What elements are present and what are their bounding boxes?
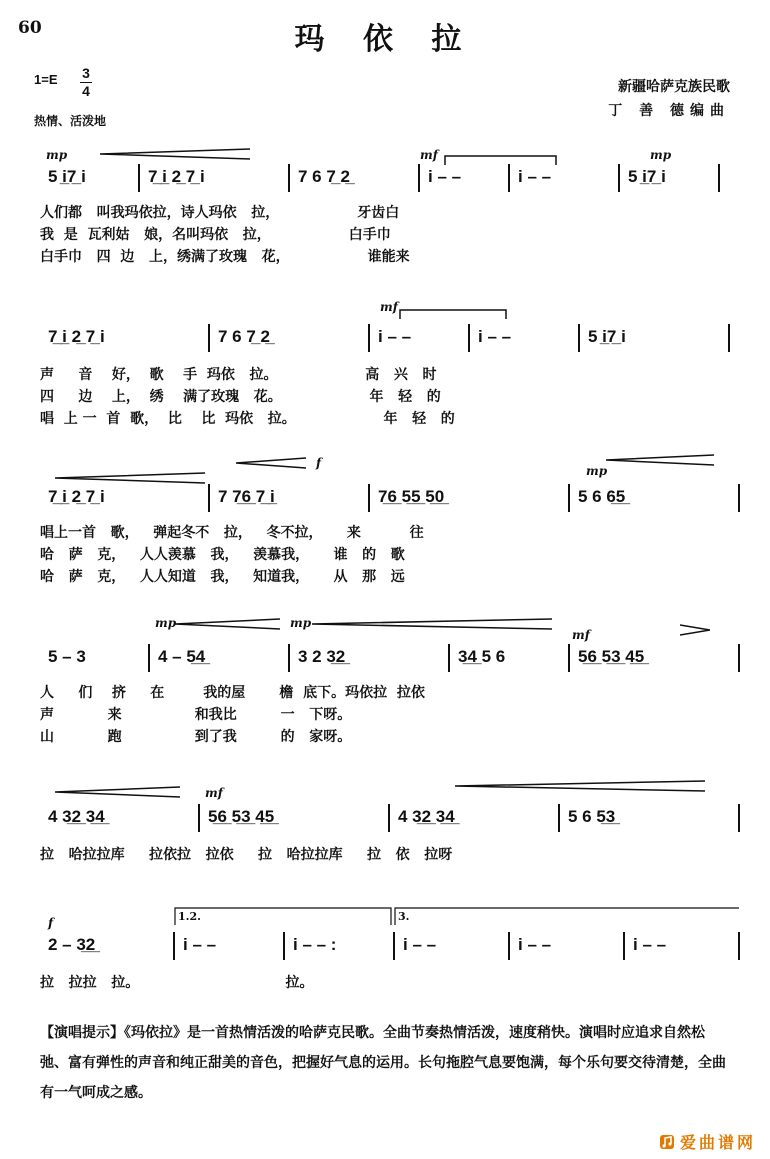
notation-row bbox=[40, 802, 740, 832]
lyric-verse-2: 四 边 上， 绣 满了玫瑰 花。 年 轻 的 bbox=[40, 389, 441, 405]
lyric-verse-3: 白手巾 四 边 上，绣满了玫瑰 花， 谁能来 bbox=[40, 249, 410, 265]
lyric-verse-1: 拉 哈拉拉库 拉依拉 拉依 拉 哈拉拉库 拉 依 拉呀 bbox=[40, 847, 453, 863]
crescendo-hairpin bbox=[175, 618, 280, 630]
volta-1-label: 1.2. bbox=[178, 910, 201, 923]
lyric-verse-2: 声 来 和我比 一 下呀。 bbox=[40, 707, 352, 723]
measure: i – – : bbox=[285, 930, 395, 960]
notation-row bbox=[40, 930, 740, 960]
performance-tip-text: 《玛依拉》是一首热情活泼的哈萨克民歌。全曲节奏热情活泼，速度稍快。演唱时应追求自然松弛、富有弹性的声音和纯正甜美的音色，把握好气息的运用。长句拖腔气息要饱满，每个乐句要交待清楚，全曲有一气呵成之感。 bbox=[40, 1025, 726, 1101]
accent-mark bbox=[680, 624, 710, 636]
dynamic-mark: mf bbox=[572, 628, 590, 642]
notation-row bbox=[40, 482, 740, 512]
measure: 7̲6̲ 5̲5̲ 5̲0̲ bbox=[370, 482, 570, 512]
measure: 7 6 7̲ 2̲ bbox=[210, 322, 370, 352]
lyric-verse-1: 人 们 挤 在 我的屋 檐 底下。玛依拉 拉依 bbox=[40, 685, 425, 701]
lyric-line bbox=[40, 224, 740, 244]
lyric-verse-1: 拉 拉拉 拉。 拉。 bbox=[40, 975, 314, 991]
key-signature: 1=E bbox=[34, 72, 58, 87]
lyric-verse-1: 唱上一首 歌， 弹起冬不 拉， 冬不拉， 来 往 bbox=[40, 525, 424, 541]
measure: i – – bbox=[510, 930, 625, 960]
dynamic-mark: mp bbox=[290, 616, 312, 630]
dynamic-mark: mp bbox=[46, 148, 68, 162]
lyric-line bbox=[40, 246, 740, 266]
measure: i – – bbox=[175, 930, 285, 960]
volta-bracket-2 bbox=[394, 906, 740, 926]
lyric-verse-1: 人们都 叫我玛依拉，诗人玛依 拉， 牙齿白 bbox=[40, 205, 400, 221]
notation-row bbox=[40, 322, 740, 352]
measure: 4 3̲2̲ 3̲4̲ bbox=[40, 802, 200, 832]
lyric-line bbox=[40, 844, 740, 864]
measure: 7̲ i̲ 2̲ 7̲ i bbox=[140, 162, 290, 192]
measure: 5 i̲7̲ i bbox=[580, 322, 730, 352]
measure: 5 i̲7̲ i bbox=[40, 162, 140, 192]
measure: i – – bbox=[370, 322, 470, 352]
crescendo-hairpin bbox=[455, 780, 705, 792]
lyric-line bbox=[40, 566, 740, 586]
watermark-text: 爱曲谱网 bbox=[679, 1135, 756, 1152]
measure: 7̲ i̲ 2̲ 7̲ i bbox=[40, 482, 210, 512]
lyric-line bbox=[40, 704, 740, 724]
lyric-line bbox=[40, 202, 740, 222]
arranger: 丁 善 德编曲 bbox=[608, 103, 730, 119]
crescendo-hairpin bbox=[606, 454, 714, 466]
phrase-slur bbox=[398, 306, 508, 320]
notation-row bbox=[40, 162, 740, 192]
notation-row bbox=[40, 642, 740, 672]
crescendo-hairpin bbox=[55, 786, 180, 798]
measure: 7 7̲6̲ 7̲ i̲ bbox=[210, 482, 370, 512]
lyric-line bbox=[40, 726, 740, 746]
dynamic-mark: mf bbox=[205, 786, 223, 800]
lyric-line bbox=[40, 408, 740, 428]
measure: 7̲ i̲ 2̲ 7̲ i bbox=[40, 322, 210, 352]
measure: i – – bbox=[470, 322, 580, 352]
dynamic-mark: mp bbox=[586, 464, 608, 478]
lyric-line bbox=[40, 386, 740, 406]
measure: 3 2 3̲2̲ bbox=[290, 642, 450, 672]
volta-bracket-1 bbox=[174, 906, 392, 926]
measure: 5 6 5̲3̲ bbox=[560, 802, 740, 832]
score-system-3 bbox=[0, 452, 770, 612]
lyric-line bbox=[40, 544, 740, 564]
measure: 4 – 5̲4̲ bbox=[150, 642, 290, 672]
time-signature bbox=[80, 66, 92, 99]
performance-tip bbox=[40, 1018, 730, 1108]
watermark-logo bbox=[658, 1130, 756, 1153]
score-system-1 bbox=[0, 140, 770, 300]
lyric-verse-3: 唱 上 一 首 歌， 比 比 玛依 拉。 年 轻 的 bbox=[40, 411, 455, 427]
lyric-verse-3: 山 跑 到了我 的 家呀。 bbox=[40, 729, 352, 745]
lyric-line bbox=[40, 364, 740, 384]
measure: 5 i̲7̲ i bbox=[620, 162, 720, 192]
lyric-verse-2: 哈 萨 克， 人人羡慕 我， 羡慕我， 谁 的 歌 bbox=[40, 547, 405, 563]
page-number: 60 bbox=[18, 18, 42, 38]
measure: 5̲6̲ 5̲3̲ 4̲5̲ bbox=[200, 802, 390, 832]
measure: i – – bbox=[395, 930, 510, 960]
lyric-verse-1: 声 音 好， 歌 手 玛依 拉。 高 兴 时 bbox=[40, 367, 437, 383]
measure: i – – bbox=[510, 162, 620, 192]
measure: 2 – 3̲2̲ bbox=[40, 930, 175, 960]
lyric-line bbox=[40, 682, 740, 702]
measure: i – – bbox=[420, 162, 510, 192]
volta-2-label: 3. bbox=[398, 910, 410, 923]
crescendo-hairpin bbox=[236, 457, 306, 469]
lyric-verse-3: 哈 萨 克， 人人知道 我， 知道我， 从 那 远 bbox=[40, 569, 405, 585]
score-system-4 bbox=[0, 612, 770, 772]
measure: 5 – 3 bbox=[40, 642, 150, 672]
dynamic-mark: mp bbox=[155, 616, 177, 630]
music-note-icon bbox=[658, 1133, 676, 1151]
song-origin: 新疆哈萨克族民歌 bbox=[618, 79, 730, 95]
dynamic-mark: mf bbox=[420, 148, 438, 162]
dynamic-mark: f bbox=[48, 916, 54, 930]
measure: 5 6 6̲5̲ bbox=[570, 482, 740, 512]
score-system-2 bbox=[0, 300, 770, 460]
measure: 3̲4̲ 5 6 bbox=[450, 642, 570, 672]
lyric-verse-2: 我 是 瓦利姑 娘，名叫玛依 拉， 白手巾 bbox=[40, 227, 391, 243]
measure: 4 3̲2̲ 3̲4̲ bbox=[390, 802, 560, 832]
dynamic-mark: f bbox=[316, 456, 322, 470]
time-sig-bottom: 4 bbox=[82, 83, 90, 99]
lyric-line bbox=[40, 522, 740, 542]
measure: i – – bbox=[625, 930, 740, 960]
time-sig-top: 3 bbox=[82, 65, 90, 81]
crescendo-hairpin bbox=[100, 148, 250, 160]
tempo-marking: 热情、活泼地 bbox=[34, 114, 107, 128]
performance-tip-label: 【演唱提示】 bbox=[40, 1025, 124, 1041]
dynamic-mark: mf bbox=[380, 300, 398, 314]
lyric-line bbox=[40, 972, 740, 992]
measure: 7 6 7̲ 2̲ bbox=[290, 162, 420, 192]
measure: 5̲6̲ 5̲3̲ 4̲5̲ bbox=[570, 642, 740, 672]
crescendo-hairpin bbox=[312, 618, 552, 630]
song-title: 玛 依 拉 bbox=[294, 22, 476, 57]
dynamic-mark: mp bbox=[650, 148, 672, 162]
